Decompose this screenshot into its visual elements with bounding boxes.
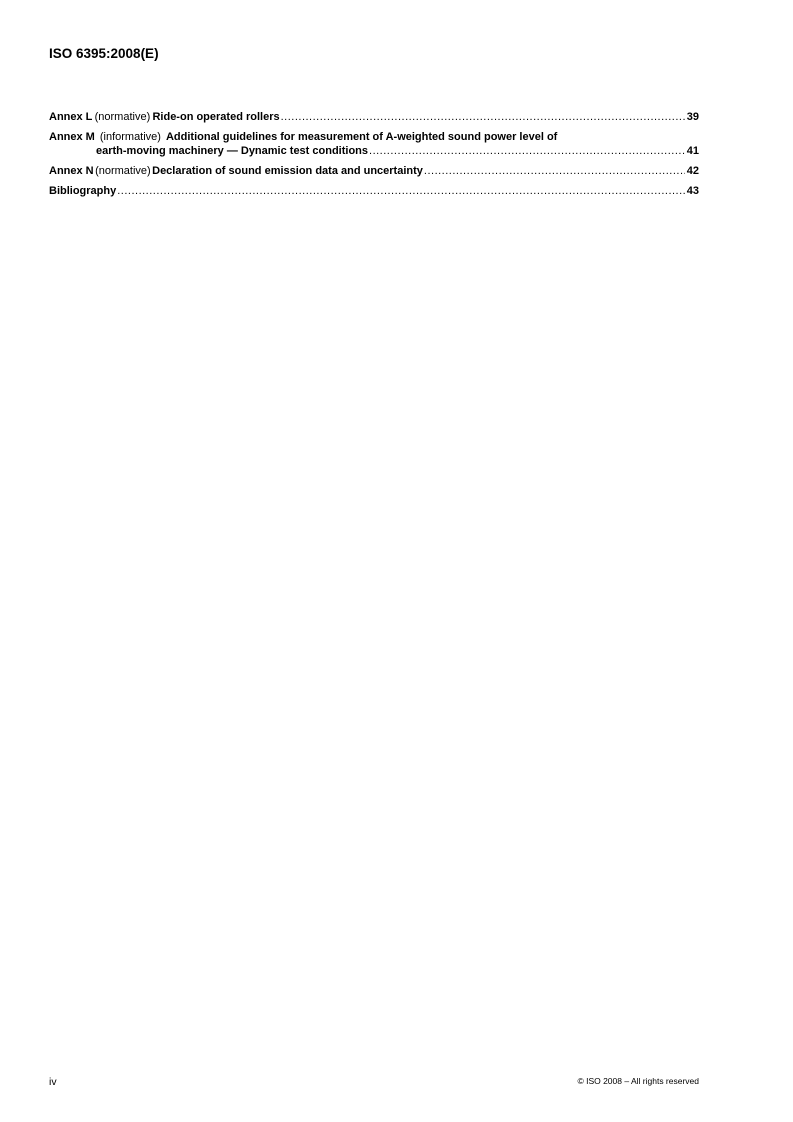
toc-entry-title: Ride-on operated rollers <box>152 111 280 123</box>
toc-entry-lead: Annex N <box>49 165 94 177</box>
toc-entry-lead: Bibliography <box>49 185 117 197</box>
toc-entry-annex-m[interactable] <box>49 130 699 158</box>
copyright-notice: © ISO 2008 – All rights reserved <box>577 1076 699 1086</box>
toc-entry-page: 39 <box>686 111 699 123</box>
page-number: iv <box>49 1076 57 1088</box>
toc-entry-title: Additional guidelines for measurement of A-weighted sound power level of <box>165 131 558 143</box>
toc-entry-page: 43 <box>686 185 699 197</box>
toc-entry-bibliography[interactable] <box>49 184 699 198</box>
toc-entry-kind: (normative) <box>94 111 151 123</box>
toc-entry-lead: Annex L <box>49 111 93 123</box>
toc-entry-kind: (informative) <box>99 131 161 143</box>
document-id: ISO 6395:2008(E) <box>49 46 159 61</box>
toc-entry-annex-n[interactable] <box>49 164 699 178</box>
toc-entry-title: Declaration of sound emission data and uncertainty <box>152 165 423 177</box>
toc-entry-title-continued: earth-moving machinery — Dynamic test conditions <box>96 145 369 157</box>
dot-leader <box>424 164 685 178</box>
dot-leader <box>117 184 685 198</box>
toc-entry-page: 41 <box>686 145 699 157</box>
dot-leader <box>369 144 685 158</box>
dot-leader <box>281 110 685 124</box>
toc-entry-kind: (normative) <box>95 165 151 177</box>
toc-entry-annex-l[interactable] <box>49 110 699 124</box>
toc-entry-page: 42 <box>686 165 700 177</box>
toc-entry-lead: Annex M <box>49 131 95 143</box>
table-of-contents <box>49 110 699 204</box>
